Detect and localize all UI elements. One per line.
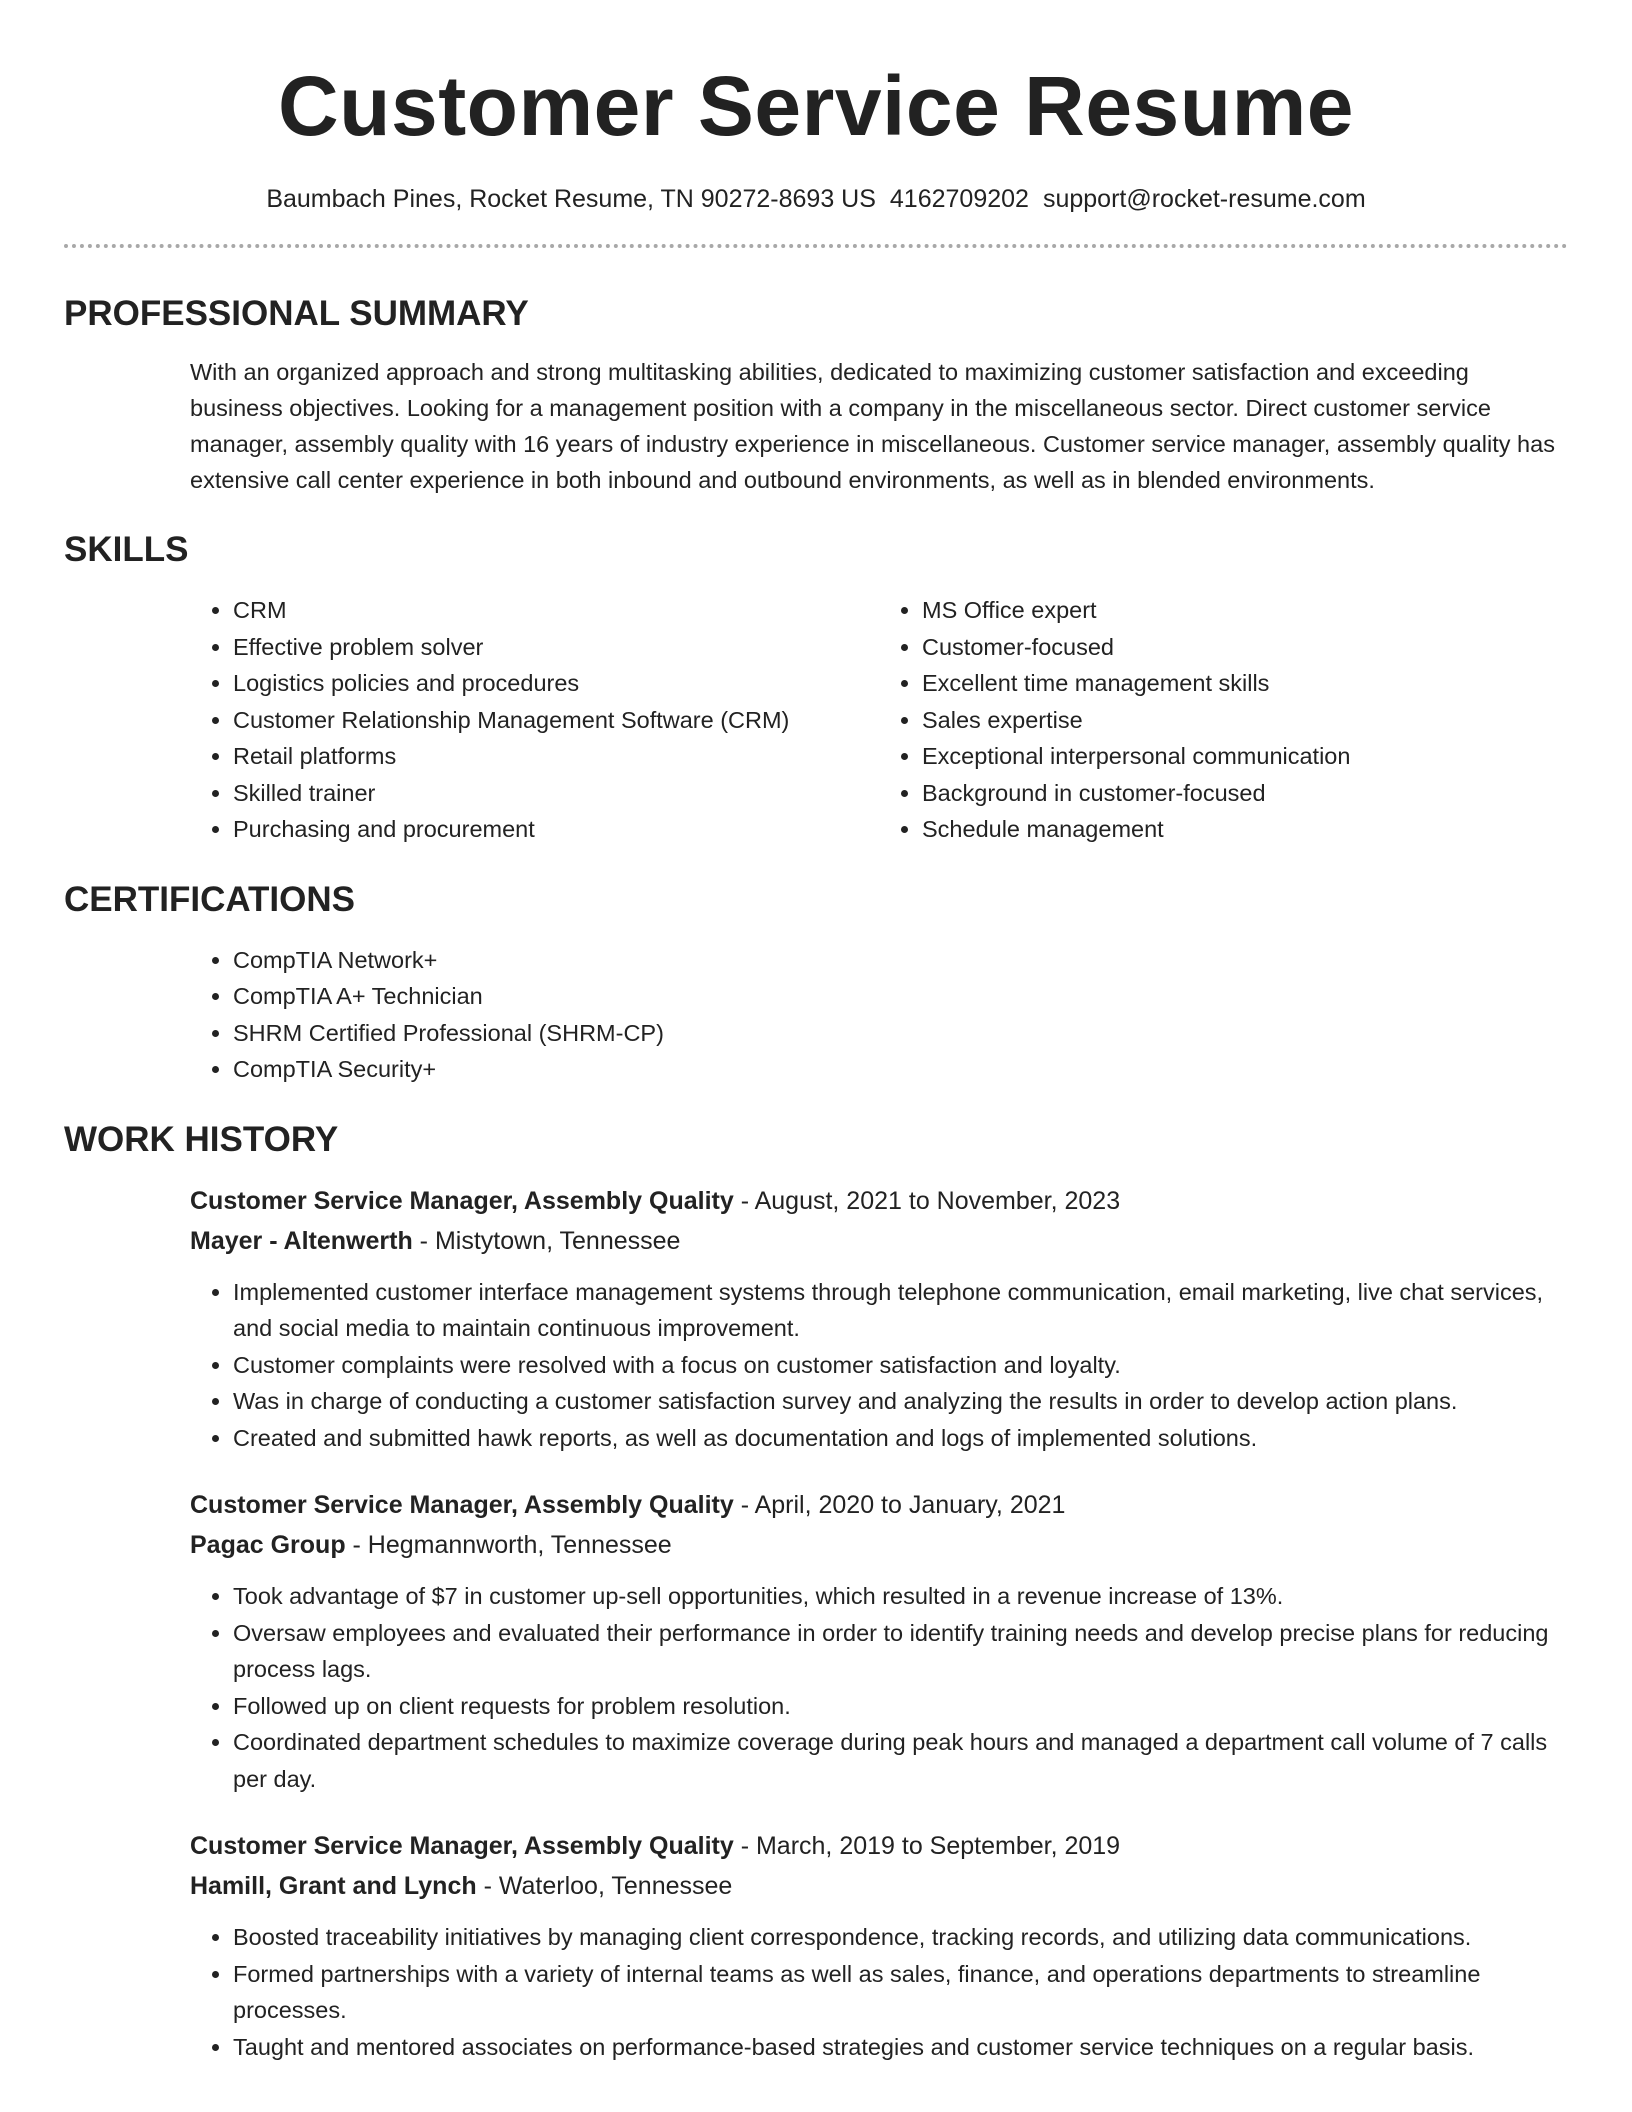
job-title: Customer Service Manager, Assembly Quality bbox=[190, 1186, 734, 1215]
certification-item: • SHRM Certified Professional (SHRM-CP) bbox=[233, 1015, 1568, 1052]
work-history-heading: WORK HISTORY bbox=[64, 1119, 339, 1159]
job-bullet: • Boosted traceability initiatives by managing client correspondence, tracking records, and utilizing data communications. bbox=[233, 1919, 1568, 1956]
job-bullets bbox=[190, 1578, 1568, 1797]
resume-page bbox=[64, 0, 1568, 2065]
skills-list-right bbox=[879, 592, 1568, 848]
contact-phone: 4162709202 bbox=[889, 185, 1029, 213]
skill-item: • Exceptional interpersonal communication bbox=[922, 738, 1568, 775]
certification-item: • CompTIA Network+ bbox=[233, 942, 1568, 979]
job-company-line bbox=[190, 1526, 1568, 1564]
skill-item: • MS Office expert bbox=[922, 592, 1568, 629]
job-dates: - April, 2020 to January, 2021 bbox=[733, 1491, 1066, 1519]
job-location: - Mistytown, Tennessee bbox=[412, 1226, 681, 1255]
skills-columns bbox=[190, 592, 1568, 848]
job-company-line bbox=[190, 1222, 1568, 1260]
job-bullet: • Customer complaints were resolved with a focus on customer satisfaction and loyalty. bbox=[233, 1347, 1568, 1384]
job-entry bbox=[190, 1182, 1568, 1457]
job-bullet: • Coordinated department schedules to maximize coverage during peak hours and managed a department call volume of 7 calls per day. bbox=[233, 1724, 1568, 1797]
job-company: Pagac Group bbox=[190, 1531, 346, 1559]
certifications-list bbox=[190, 942, 1568, 1088]
job-bullet: • Formed partnerships with a variety of internal teams as well as sales, finance, and operations departments to streamline processes. bbox=[233, 1956, 1568, 2029]
certification-item: • CompTIA Security+ bbox=[233, 1051, 1568, 1088]
job-location: - Hegmannworth, Tennessee bbox=[345, 1531, 672, 1559]
job-dates: - August, 2021 to November, 2023 bbox=[733, 1186, 1121, 1215]
job-title: Customer Service Manager, Assembly Quality bbox=[190, 1491, 734, 1519]
job-bullet: • Created and submitted hawk reports, as well as documentation and logs of implemented solutions. bbox=[233, 1420, 1568, 1457]
skill-item: • Customer Relationship Management Software (CRM) bbox=[233, 702, 879, 739]
skill-item: • Excellent time management skills bbox=[922, 665, 1568, 702]
job-bullet: • Implemented customer interface management systems through telephone communication, email marketing, live chat services, and social media to maintain continuous improvement. bbox=[233, 1274, 1568, 1347]
job-bullet: • Took advantage of $7 in customer up-sell opportunities, which resulted in a revenue increase of 13%. bbox=[233, 1578, 1568, 1615]
skill-item: • Customer-focused bbox=[922, 629, 1568, 666]
skill-item: • Effective problem solver bbox=[233, 629, 879, 666]
summary-heading: PROFESSIONAL SUMMARY bbox=[64, 294, 529, 333]
job-bullet: • Oversaw employees and evaluated their performance in order to identify training needs and develop precise plans for reducing process lags. bbox=[233, 1615, 1568, 1688]
job-bullet: • Taught and mentored associates on performance-based strategies and customer service techniques on a regular basis. bbox=[233, 2029, 1568, 2066]
skill-item: • Sales expertise bbox=[922, 702, 1568, 739]
job-title-line bbox=[190, 1486, 1568, 1524]
skill-item: • Logistics policies and procedures bbox=[233, 665, 879, 702]
resume-title: Customer Service Resume bbox=[278, 59, 1354, 153]
job-company: Hamill, Grant and Lynch bbox=[190, 1872, 477, 1900]
skills-list-left bbox=[190, 592, 879, 848]
job-bullet: • Was in charge of conducting a customer satisfaction survey and analyzing the results in order to develop action plans. bbox=[233, 1383, 1568, 1420]
job-dates: - March, 2019 to September, 2019 bbox=[733, 1832, 1121, 1860]
job-title-line bbox=[190, 1182, 1568, 1220]
skills-heading: SKILLS bbox=[64, 530, 189, 569]
skill-item: • Retail platforms bbox=[233, 738, 879, 775]
job-location: - Waterloo, Tennessee bbox=[476, 1872, 733, 1900]
job-bullets bbox=[190, 1919, 1568, 2065]
certifications-heading: CERTIFICATIONS bbox=[64, 879, 356, 919]
skill-item: • Background in customer-focused bbox=[922, 775, 1568, 812]
job-bullets bbox=[190, 1274, 1568, 1457]
job-entry bbox=[190, 1827, 1568, 2065]
skill-item: • Purchasing and procurement bbox=[233, 811, 879, 848]
contact-email[interactable]: support@rocket-resume.com bbox=[1042, 185, 1366, 213]
skill-item: • Schedule management bbox=[922, 811, 1568, 848]
job-company-line bbox=[190, 1867, 1568, 1905]
certification-item: • CompTIA A+ Technician bbox=[233, 978, 1568, 1015]
skill-item: • CRM bbox=[233, 592, 879, 629]
job-entry bbox=[190, 1486, 1568, 1797]
skill-item: • Skilled trainer bbox=[233, 775, 879, 812]
contact-address: Baumbach Pines, Rocket Resume, TN 90272-8693 US bbox=[266, 185, 876, 213]
job-title: Customer Service Manager, Assembly Quality bbox=[190, 1832, 734, 1860]
summary-text: With an organized approach and strong multitasking abilities, dedicated to maximizing customer satisfaction and exceeding business objectives. Looking for a management position with a company in the miscellaneous sector. Direct customer service manager, assembly quality with 16 years of industry experience in miscellaneous. Customer service manager, assembly quality has extensive call center experience in both inbound and outbound environments, as well as in blended environments. bbox=[190, 359, 1555, 493]
job-title-line bbox=[190, 1827, 1568, 1865]
contact-line bbox=[64, 182, 1568, 216]
header-divider bbox=[64, 244, 1568, 248]
job-bullet: • Followed up on client requests for problem resolution. bbox=[233, 1688, 1568, 1725]
job-company: Mayer - Altenwerth bbox=[190, 1226, 413, 1255]
